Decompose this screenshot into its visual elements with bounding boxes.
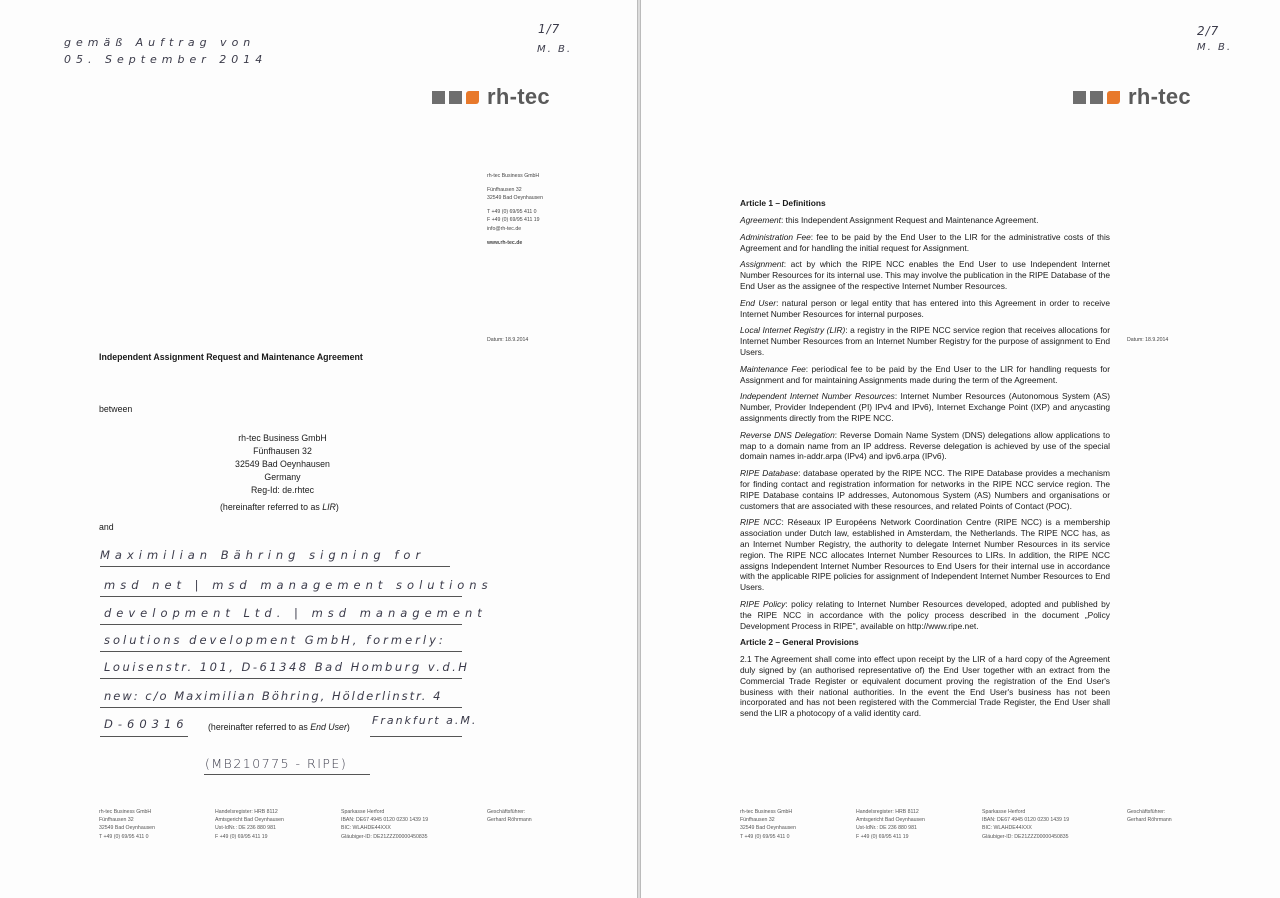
article-2-title: Article 2 – General Provisions (740, 637, 859, 648)
enduser-reference-prefix: (hereinafter referred to as (208, 722, 311, 732)
footer-bank (982, 808, 1069, 841)
footer-text: T +49 (0) 69/95 411 0 (99, 833, 149, 840)
enduser-underline (100, 596, 462, 597)
sender-company: rh-tec Business GmbH (487, 173, 540, 179)
definition-term: Assignment (740, 259, 784, 270)
footer-text: Sparkasse Herford (982, 809, 1026, 815)
handwritten-note-line-2: 05. September 2014 (64, 53, 268, 66)
footer-text: Gläubiger-ID: DE21ZZZ00000450835 (341, 833, 428, 840)
definition-lir (740, 325, 1110, 357)
definition-text: : database operated by the RIPE NCC. The RIPE Database provides a mechanism for finding contact and registration information for networks in the RIPE NCC service region. The RIPE Database contains IP addresses, Autonomous System (AS) Numbers and organisations or customers that are associated with these resources, and related Points of Contact (POC). (740, 468, 1110, 511)
definition-text: : Réseaux IP Européens Network Coordination Centre (RIPE NCC) is a membership association under Dutch law, established in Amsterdam, the Netherlands. The RIPE NCC has, as an Internet Number Registry, the authority to delegate Internet Number Resources in its service region. The RIPE NCC allocates Internet Number Resources to LIRs. In addition, the RIPE NCC assigns Independent Internet Number Resources to End Users for their internal use in accordance with the applicable RIPE policies for assignment of Independent Internet Number Resources to End Users. (740, 517, 1110, 593)
enduser-postcode: D-60316 (104, 717, 189, 731)
and-label: and (99, 522, 114, 532)
definition-term: Administration Fee (740, 231, 811, 242)
definition-text: : act by which the RIPE NCC enables the End User to use Independent Internet Number Resources for its internal use. This may involve the publication in the RIPE Database of the End User as the assignee of the respective Internet Number Resources. (740, 259, 1110, 291)
enduser-reference-term: End User (310, 722, 347, 732)
lir-reference (220, 502, 339, 512)
definition-ripe-ncc (740, 517, 1110, 593)
logo-square-icon (432, 91, 445, 104)
footer-text: 32549 Bad Oeynhausen (99, 825, 155, 832)
lir-reference-suffix: ) (335, 502, 339, 512)
footer-text: Geschäftsführer: (487, 809, 526, 815)
article-1-title: Article 1 – Definitions (740, 198, 826, 208)
enduser-underline (100, 707, 462, 708)
footer-text: Fünfhausen 32 (740, 817, 775, 824)
footer-text: Geschäftsführer: (1127, 809, 1166, 815)
sender-email: info@rh-tec.de (487, 225, 522, 232)
footer-text: Handelsregister: HRB 8112 (215, 809, 278, 815)
footer-text: Ust-IdNr.: DE 236 880 981 (215, 825, 276, 832)
definition-text: : periodical fee to be paid by the End User to the LIR for handling requests for Assignment and for maintaining Assignments made during the term of the Agreement. (740, 363, 1111, 385)
definition-ripe-policy (740, 599, 1110, 631)
definition-term: RIPE Policy (740, 598, 786, 609)
footer-text: BIC: WLAHDE44XXX (341, 825, 391, 832)
definition-text: : fee to be paid by the End User to the LIR for the administrative costs of this Agreement and for handling the initial request for Assignment. (740, 231, 1110, 253)
document-title: Independent Assignment Request and Maintenance Agreement (99, 352, 363, 362)
agreement-text (740, 198, 1110, 725)
sender-fax: F +49 (0) 69/95 411 19 (487, 217, 540, 224)
definition-administration-fee (740, 232, 1110, 254)
footer-text: IBAN: DE67 4945 0120 0230 1439 19 (982, 817, 1070, 824)
initials-note: M. B. (1197, 42, 1233, 53)
enduser-reference (208, 722, 350, 732)
definition-term: Independent Internet Number Resources (740, 391, 895, 402)
enduser-underline (100, 566, 450, 567)
footer-text: Amtsgericht Bad Oeynhausen (215, 817, 284, 824)
footer-text: Ust-IdNr.: DE 236 880 981 (856, 825, 917, 832)
definition-reverse-dns (740, 430, 1110, 462)
lir-reference-term: LIR (322, 502, 336, 512)
enduser-underline (370, 736, 462, 737)
definition-end-user (740, 298, 1110, 320)
enduser-line-4: solutions development GmbH, formerly: (104, 633, 446, 647)
between-label: between (99, 404, 133, 414)
definition-text: : natural person or legal entity that has entered into this Agreement in order to receive Internet Number Resources for internal purposes. (740, 297, 1110, 319)
definition-text: : a registry in the RIPE NCC service region that receives allocations for Internet Number Resources from an Internet Number Registry for the purpose of assignment to End Users. (740, 325, 1110, 357)
lir-address-block (180, 432, 385, 497)
page-number-note: 2/7 (1197, 24, 1220, 38)
definition-term: Maintenance Fee (740, 363, 806, 374)
document-date: Datum: 18.9.2014 (487, 337, 529, 343)
footer-text: F +49 (0) 69/95 411 19 (215, 833, 268, 840)
definition-text: : this Independent Assignment Request and Maintenance Agreement. (780, 215, 1039, 225)
enduser-line-5: Louisenstr. 101, D-61348 Bad Homburg v.d.H (104, 660, 470, 674)
footer-text: Amtsgericht Bad Oeynhausen (856, 817, 925, 824)
definition-term: End User (740, 297, 777, 308)
definition-text: : Internet Number Resources (Autonomous System (AS) Number, Provider Independent (PI) IPv4 and IPv6), Internet Exchange Point (IXP) and anycasting assignments directly from the RIPE NCC. (740, 391, 1110, 423)
definition-term: RIPE Database (740, 468, 799, 479)
logo-text: rh-tec (1128, 84, 1191, 109)
footer-register (215, 808, 284, 841)
footer-text: Gläubiger-ID: DE21ZZZ00000450835 (982, 833, 1069, 840)
definition-term: Local Internet Registry (LIR) (740, 325, 846, 336)
sender-web: www.rh-tec.de (487, 239, 523, 246)
footer-text: Sparkasse Herford (341, 809, 385, 815)
lir-reference-prefix: (hereinafter referred to as (220, 502, 323, 512)
company-logo (1073, 84, 1191, 110)
handwritten-note-line-1: gemäß Auftrag von (64, 36, 256, 49)
definition-text: : policy relating to Internet Number Resources developed, adopted and published by the RIPE NCC in accordance with the policy process described in the document „Policy Development Process in RIPE", available on http://www.ripe.net. (740, 598, 1110, 631)
enduser-underline (100, 624, 462, 625)
enduser-city: Frankfurt a.M. (372, 714, 478, 727)
enduser-line-2: msd net | msd management solutions (104, 578, 493, 592)
definition-text: : Reverse Domain Name System (DNS) delegations allow applications to map to a domain name from an IP address. Reverse delegation is achieved by use of the special domain names in-addr.arpa (IPv4) and ipv6.arpa (IPv6). (740, 429, 1110, 462)
definition-assignment (740, 259, 1110, 291)
logo-accent-square-icon (466, 91, 479, 104)
footer-text: Gerhard Röhrmann (1127, 817, 1172, 824)
footer-text: F +49 (0) 69/95 411 19 (856, 833, 909, 840)
company-logo (432, 84, 550, 110)
definition-maintenance-fee (740, 364, 1110, 386)
footer-text: T +49 (0) 69/95 411 0 (740, 833, 790, 840)
lir-name: rh-tec Business GmbH (238, 433, 327, 443)
sender-street: Fünfhausen 32 (487, 186, 522, 193)
document-date: Datum: 18.9.2014 (1127, 337, 1169, 343)
sender-address (487, 172, 543, 247)
logo-square-icon (1073, 91, 1086, 104)
ripe-handle: (MB210775 - RIPE) (205, 756, 348, 771)
logo-square-icon (1090, 91, 1103, 104)
lir-reg-id: Reg-Id: de.rhtec (250, 485, 315, 495)
lir-country: Germany (264, 472, 301, 482)
enduser-line-1: Maximilian Bähring signing for (100, 548, 426, 562)
footer-text: BIC: WLAHDE44XXX (982, 825, 1032, 832)
enduser-line-6: new: c/o Maximilian Böhring, Hölderlinstr. 4 (104, 689, 443, 703)
footer-management (1127, 808, 1172, 824)
definition-term: Reverse DNS Delegation (740, 429, 835, 440)
footer-text: Fünfhausen 32 (99, 817, 134, 824)
definition-term: Agreement (740, 215, 781, 225)
lir-city: 32549 Bad Oeynhausen (235, 459, 330, 469)
logo-text: rh-tec (487, 84, 550, 109)
enduser-underline (100, 736, 188, 737)
footer-text: IBAN: DE67 4945 0120 0230 1439 19 (341, 817, 429, 824)
footer-text: rh-tec Business GmbH (740, 809, 793, 815)
page-number-note: 1/7 (538, 22, 561, 36)
sender-phone: T +49 (0) 69/95 411 0 (487, 208, 537, 215)
definition-independent-resources (740, 391, 1110, 423)
lir-street: Fünfhausen 32 (253, 446, 312, 456)
footer-text: Handelsregister: HRB 8112 (856, 809, 919, 815)
document-page-2 (641, 0, 1280, 898)
definition-agreement (740, 215, 1110, 226)
definition-ripe-database (740, 468, 1110, 511)
footer-register (856, 808, 925, 841)
footer-management (487, 808, 532, 824)
logo-square-icon (449, 91, 462, 104)
logo-accent-square-icon (1107, 91, 1120, 104)
sender-city: 32549 Bad Oeynhausen (487, 195, 543, 202)
footer-text: rh-tec Business GmbH (99, 809, 152, 815)
article-2-clause-1: 2.1 The Agreement shall come into effect upon receipt by the LIR of a hard copy of the Agreement duly signed by (an authorised representative of) the End User together with an extract from the Commercial Trade Register or equivalent document proving the registration of the End User's business with their national authorities. In the event the End User's business has not been incorporated and has not been registered with the Commercial Trade Register, the End User shall send the LIR a photocopy of a valid identity card. (740, 654, 1110, 719)
enduser-line-3: development Ltd. | msd management (104, 606, 487, 620)
ripe-handle-underline (204, 774, 370, 775)
initials-note: M. B. (537, 44, 573, 55)
footer-text: 32549 Bad Oeynhausen (740, 825, 796, 832)
enduser-reference-suffix: ) (346, 722, 350, 732)
footer-bank (341, 808, 428, 841)
footer-address (99, 808, 155, 841)
footer-text: Gerhard Röhrmann (487, 817, 532, 824)
enduser-underline (100, 651, 462, 652)
definition-term: RIPE NCC (740, 517, 782, 528)
document-page-1 (0, 0, 637, 898)
footer-address (740, 808, 796, 841)
enduser-underline (100, 678, 462, 679)
